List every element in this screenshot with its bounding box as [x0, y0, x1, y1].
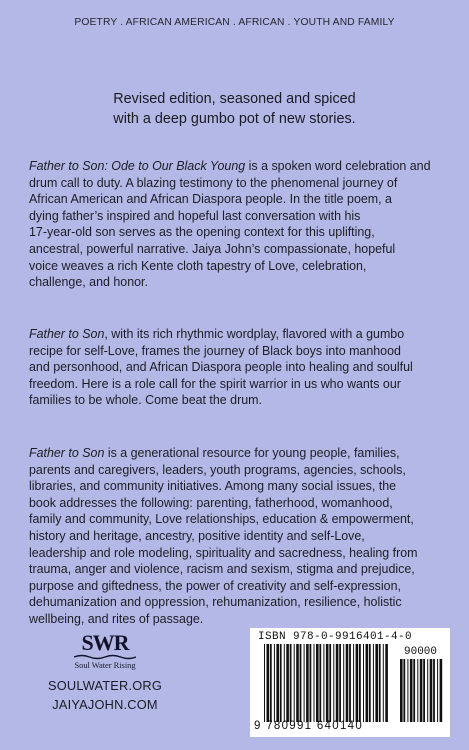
barcode-bar — [400, 659, 403, 722]
barcode-bar — [420, 659, 423, 722]
barcode-bar — [284, 644, 285, 722]
barcode-bar — [353, 644, 354, 722]
category-line: POETRY . AFRICAN AMERICAN . AFRICAN . YOUTH AND FAMILY — [74, 17, 395, 28]
paragraph-line: 17-year-old son serves as the opening context for this uplifting, — [29, 225, 375, 240]
book-title: Father to Son — [29, 327, 105, 341]
barcode-bar — [359, 644, 361, 722]
tagline-line-2: with a deep gumbo pot of new stories. — [113, 111, 356, 127]
price-code: 90000 — [404, 646, 438, 658]
paragraph-line: and personhood, and African Diaspora people into healing and soulful — [29, 360, 413, 375]
ean-barcode — [264, 644, 390, 722]
barcode-bar — [290, 644, 292, 722]
paragraph-line: Father to Son is a generational resource for young people, families, — [29, 446, 400, 460]
paragraph-line: Father to Son, with its rich rhythmic wordplay, flavored with a gumbo — [29, 327, 405, 341]
barcode-bar — [375, 644, 378, 722]
tagline — [30, 89, 439, 129]
barcode-bar — [280, 644, 282, 722]
barcode-bar — [413, 659, 415, 722]
barcode-bar — [427, 659, 428, 722]
barcode-bar — [316, 644, 319, 722]
barcode-bar — [356, 644, 359, 722]
addon-barcode — [400, 659, 444, 722]
barcode-bar — [440, 659, 443, 722]
barcode-box — [250, 628, 450, 737]
barcode-bar — [274, 644, 275, 722]
barcode-bar — [369, 644, 371, 722]
barcode-bar — [264, 644, 265, 722]
paragraph-line: drum call to duty. A blazing testimony to the phenomenal journey of — [29, 175, 398, 190]
paragraph-line: freedom. Here is a role call for the spirit warrior in us who wants our — [29, 376, 401, 391]
barcode-bar — [294, 644, 295, 722]
tagline-line-1: Revised edition, seasoned and spiced — [113, 91, 356, 107]
barcode-bar — [319, 644, 321, 722]
paragraph-line: family and community, Love relationships, education & empowerment, — [29, 512, 414, 527]
barcode-bar — [304, 644, 305, 722]
publisher-logo — [60, 632, 150, 674]
barcode-bar — [329, 644, 331, 722]
barcode-bar — [310, 644, 312, 722]
book-title: Father to Son — [29, 446, 105, 460]
book-title: Father to Son: Ode to Our Black Young — [29, 159, 246, 173]
barcode-bar — [433, 659, 435, 722]
barcode-bar — [437, 659, 438, 722]
barcode-bar — [363, 644, 364, 722]
paragraph-line: challenge, and honor. — [29, 275, 148, 290]
paragraph-line: voice weaves a rich Kente cloth tapestry of Love, celebration, — [29, 258, 367, 273]
description-paragraph-3 — [29, 445, 449, 628]
barcode-bar — [407, 659, 408, 722]
paragraph-line: trauma, anger and violence, racism and sexism, stigma and prejudice, — [29, 562, 415, 577]
barcode-bar — [300, 644, 302, 722]
paragraph-line: wellbeing, and rites of passage. — [29, 611, 204, 626]
description-paragraph-2 — [29, 326, 449, 409]
barcode-bar — [385, 644, 388, 722]
paragraph-line: libraries, and community initiatives. Among many social issues, the — [29, 479, 397, 494]
website-soulwater: SOULWATER.ORG — [48, 678, 162, 693]
barcode-bar — [296, 644, 299, 722]
barcode-bar — [336, 644, 339, 722]
barcode-bar — [423, 659, 425, 722]
barcode-bar — [276, 644, 279, 722]
paragraph-line: purpose and giftedness, the power of creativity and self-expression, — [29, 578, 401, 593]
barcode-bar — [373, 644, 374, 722]
barcode-bar — [323, 644, 324, 722]
paragraph-line: families to be whole. Come beat the drum. — [29, 393, 262, 408]
logo-letters: SWR — [81, 630, 129, 655]
ean-digits: 9 780991 640140 — [254, 720, 364, 732]
barcode-bar — [267, 644, 270, 722]
wave-icon — [74, 654, 136, 660]
barcode-bar — [306, 644, 309, 722]
barcode-bar — [333, 644, 334, 722]
barcode-bar — [417, 659, 418, 722]
paragraph-line: African American and African Diaspora people. In the title poem, a — [29, 192, 392, 207]
paragraph-line: book addresses the following: parenting, fatherhood, womanhood, — [29, 495, 393, 510]
description-paragraph-1 — [29, 158, 449, 291]
barcode-bar — [339, 644, 341, 722]
barcode-bar — [383, 644, 384, 722]
barcode-bar — [286, 644, 289, 722]
paragraph-line: recipe for self-Love, frames the journey of Black boys into manhood — [29, 343, 401, 358]
barcode-bar — [403, 659, 405, 722]
paragraph-line: parents and caregivers, leaders, youth programs, agencies, schools, — [29, 462, 406, 477]
paragraph-line: Father to Son: Ode to Our Black Young is a spoken word celebration and — [29, 159, 431, 173]
paragraph-line: leadership and role modeling, spirituality and sacredness, healing from — [29, 545, 418, 560]
barcode-bar — [326, 644, 329, 722]
barcode-bar — [430, 659, 433, 722]
paragraph-line: dehumanization and oppression, rehumanization, resilience, holistic — [29, 595, 402, 610]
barcode-bar — [379, 644, 381, 722]
paragraph-line: history and heritage, ancestry, positive identity and self-Love, — [29, 528, 365, 543]
barcode-bar — [343, 644, 344, 722]
barcode-bar — [346, 644, 349, 722]
paragraph-line: dying father’s inspired and hopeful last conversation with his — [29, 208, 361, 223]
barcode-bar — [270, 644, 272, 722]
barcode-bar — [410, 659, 413, 722]
isbn-text: ISBN 978-0-9916401-4-0 — [258, 631, 413, 643]
barcode-bar — [366, 644, 369, 722]
paragraph-line: ancestral, powerful narrative. Jaiya John’s compassionate, hopeful — [29, 241, 396, 256]
barcode-bar — [314, 644, 315, 722]
barcode-bar — [349, 644, 351, 722]
website-jaiyajohn: JAIYAJOHN.COM — [52, 697, 158, 712]
logo-subtitle: Soul Water Rising — [74, 661, 136, 670]
